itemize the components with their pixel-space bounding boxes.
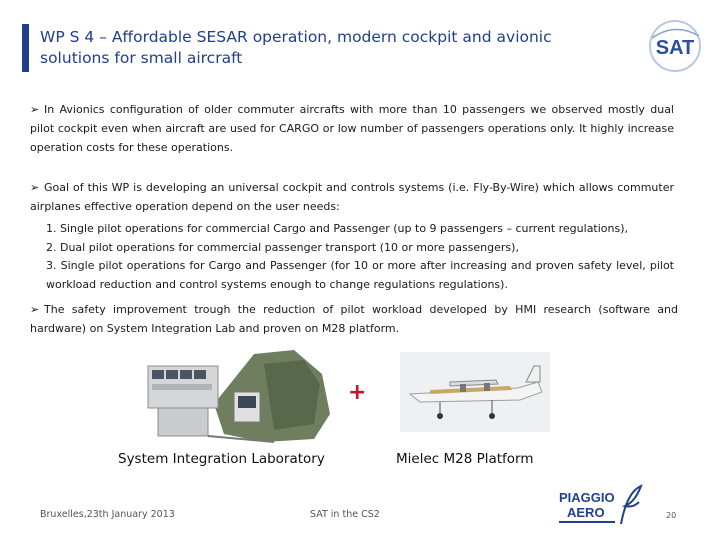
list-item: 1. Single pilot operations for commercial Cargo and Passenger (up to 9 passengers – current regulations), <box>46 222 629 235</box>
piaggio-logo-text: PIAGGIO <box>559 490 615 505</box>
system-integration-lab-image <box>144 344 334 446</box>
page-number: 20 <box>666 511 677 520</box>
bullet-3 <box>30 300 678 338</box>
list-item: 2. Dual pilot operations for commercial passenger transport (10 or more passengers), <box>46 240 519 254</box>
title-accent-bar <box>22 24 29 72</box>
numbered-list <box>46 220 674 294</box>
footer-date: Bruxelles,23th January 2013 <box>40 509 175 520</box>
caption-lab: System Integration Laboratory <box>118 451 325 467</box>
bullet-1 <box>30 100 674 157</box>
bullet-arrow-icon: ➢ <box>30 103 40 116</box>
bullet-arrow-icon: ➢ <box>30 181 40 194</box>
aero-logo-text: AERO <box>567 505 605 520</box>
list-item: 3. Single pilot operations for Cargo and Passenger (for 10 or more after increasing and proven safety level, pilot workload reduction and control systems enough to change regulations regulations). <box>46 259 674 291</box>
sat-logo <box>644 18 706 74</box>
bullet-1-text: In Avionics configuration of older commuter aircrafts with more than 10 passengers we observed mostly dual pilot cockpit even when aircraft are used for CARGO or low number of passengers operations only. It highly increase operation costs for these operations. <box>30 103 674 154</box>
piaggio-aero-logo <box>555 482 645 528</box>
bullet-2-text: Goal of this WP is developing an universal cockpit and controls systems (i.e. Fly-By-Wire) which allows commuter airplanes effective operation depend on the user needs: <box>30 181 674 213</box>
plus-sign: + <box>348 380 367 405</box>
bullet-3-text: The safety improvement trough the reduction of pilot workload developed by HMI research (software and hardware) on System Integration Lab and proven on M28 platform. <box>30 303 678 335</box>
bullet-2 <box>30 178 674 216</box>
sat-logo-text: SAT <box>655 37 695 59</box>
caption-platform: Mielec M28 Platform <box>396 451 534 467</box>
footer-title: SAT in the CS2 <box>310 509 380 520</box>
bullet-arrow-icon: ➢ <box>30 303 40 316</box>
slide-title: WP S 4 – Affordable SESAR operation, modern cockpit and avionic solutions for small aircraft <box>40 28 552 67</box>
m28-aircraft-image <box>400 352 550 432</box>
